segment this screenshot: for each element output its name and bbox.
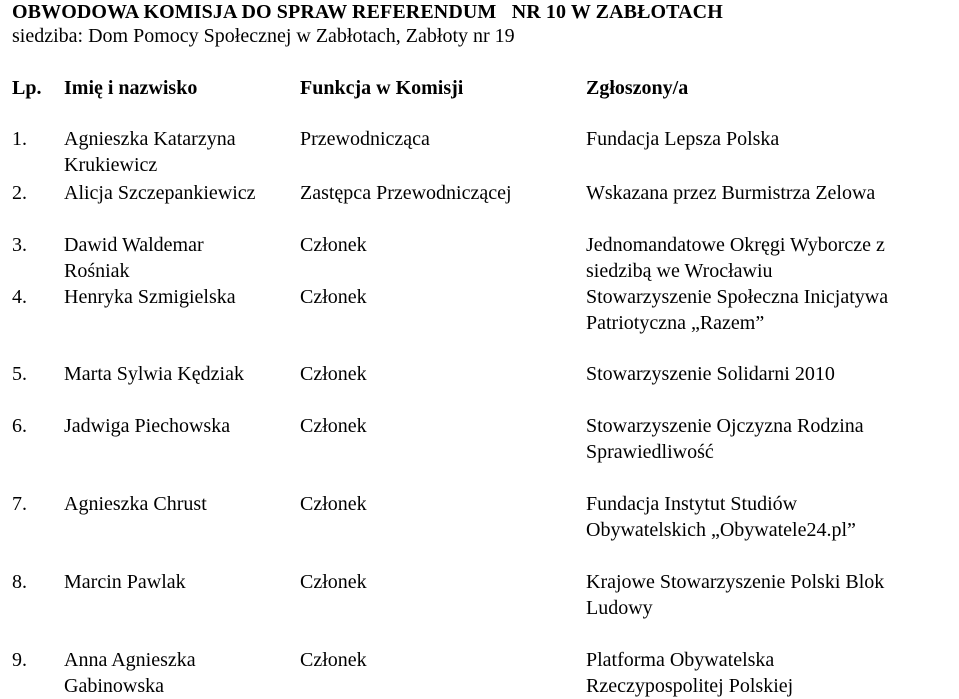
member-function: Członek xyxy=(300,571,367,593)
member-name: Marta Sylwia Kędziak xyxy=(64,363,244,385)
nominated-by: Stowarzyszenie Ojczyzna Rodzina Sprawiedliwość xyxy=(586,415,864,463)
nominated-by: Fundacja Instytut Studiów Obywatelskich „Obywatele24.pl” xyxy=(586,493,856,541)
nominated-by: Stowarzyszenie Społeczna Inicjatywa Patriotyczna „Razem” xyxy=(586,286,889,334)
member-name: Alicja Szczepankiewicz xyxy=(64,182,256,204)
row-number: 9. xyxy=(12,649,27,671)
row-number: 3. xyxy=(12,234,27,256)
member-function: Przewodnicząca xyxy=(300,128,430,150)
row-number: 4. xyxy=(12,286,27,308)
column-header-name: Imię i nazwisko xyxy=(64,77,198,99)
row-number: 7. xyxy=(12,493,27,515)
row-number: 2. xyxy=(12,182,27,204)
member-function: Członek xyxy=(300,286,367,308)
nominated-by: Fundacja Lepsza Polska xyxy=(586,128,780,150)
row-number: 6. xyxy=(12,415,27,437)
nominated-by: Jednomandatowe Okręgi Wyborcze z siedzibą we Wrocławiu xyxy=(586,234,885,282)
member-function: Członek xyxy=(300,234,367,256)
document-title: OBWODOWA KOMISJA DO SPRAW REFERENDUM NR 10 W ZABŁOTACH xyxy=(12,1,723,23)
member-name: Marcin Pawlak xyxy=(64,571,186,593)
member-function: Członek xyxy=(300,649,367,671)
member-function: Członek xyxy=(300,363,367,385)
member-name: Agnieszka Chrust xyxy=(64,493,207,515)
member-function: Zastępca Przewodniczącej xyxy=(300,182,512,204)
nominated-by: Krajowe Stowarzyszenie Polski Blok Ludowy xyxy=(586,571,885,619)
nominated-by: Stowarzyszenie Solidarni 2010 xyxy=(586,363,835,385)
member-function: Członek xyxy=(300,415,367,437)
nominated-by: Platforma Obywatelska Rzeczypospolitej Polskiej xyxy=(586,649,794,697)
column-header-number: Lp. xyxy=(12,77,42,99)
member-name: Agnieszka Katarzyna Krukiewicz xyxy=(64,128,236,176)
member-name: Henryka Szmigielska xyxy=(64,286,236,308)
row-number: 8. xyxy=(12,571,27,593)
member-function: Członek xyxy=(300,493,367,515)
column-header-nominated-by: Zgłoszony/a xyxy=(586,77,689,99)
member-name: Anna Agnieszka Gabinowska xyxy=(64,649,196,697)
member-name: Jadwiga Piechowska xyxy=(64,415,231,437)
row-number: 5. xyxy=(12,363,27,385)
row-number: 1. xyxy=(12,128,27,150)
column-header-function: Funkcja w Komisji xyxy=(300,77,464,99)
document-subtitle: siedziba: Dom Pomocy Społecznej w Zabłotach, Zabłoty nr 19 xyxy=(12,25,515,47)
nominated-by: Wskazana przez Burmistrza Zelowa xyxy=(586,182,876,204)
member-name: Dawid Waldemar Rośniak xyxy=(64,234,204,282)
